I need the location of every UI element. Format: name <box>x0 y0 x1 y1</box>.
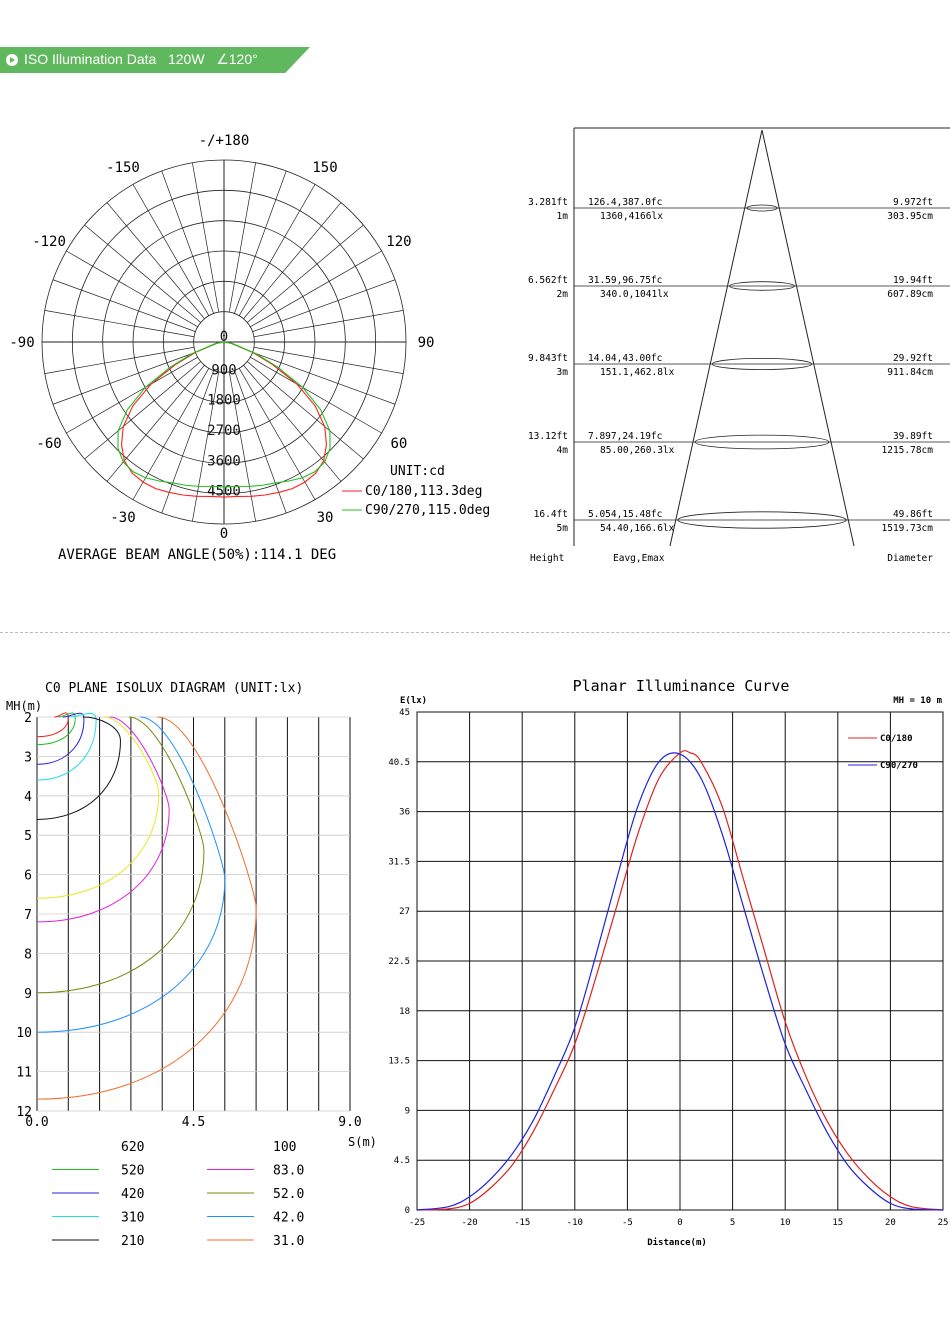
isolux-legend-label: 31.0 <box>273 1234 305 1249</box>
planar-ytick: 9 <box>404 1106 410 1117</box>
cone-diameter-ft: 29.92ft <box>892 353 933 364</box>
planar-xtick: 10 <box>779 1218 791 1228</box>
isolux-ytick: 10 <box>16 1026 32 1042</box>
cone-height-ft: 3.281ft <box>527 197 568 208</box>
isolux-legend-label: 52.0 <box>273 1187 305 1202</box>
polar-spoke <box>229 163 255 312</box>
planar-xtick: 0 <box>677 1218 683 1228</box>
planar-xlabel: Distance(m) <box>647 1238 707 1248</box>
cone-illum-fc: 5.054,15.48fc <box>588 509 663 520</box>
banner-title: ISO Illumination Data <box>24 51 157 67</box>
isolux-xlabel: S(m) <box>348 1135 377 1149</box>
isolux-contour <box>37 713 75 745</box>
section-separator <box>0 632 950 633</box>
polar-spoke <box>53 352 196 404</box>
polar-radial-label: 900 <box>211 362 237 379</box>
polar-legend-label: C90/270,115.0deg <box>365 503 491 518</box>
cone-illum-lx: 85.00,260.3lx <box>600 445 675 456</box>
cone-height-ft: 16.4ft <box>533 509 568 520</box>
planar-illuminance-chart <box>380 672 950 1272</box>
planar-ytick: 18 <box>399 1006 410 1017</box>
banner-angle: ∠120° <box>216 51 258 67</box>
planar-xtick: -15 <box>514 1218 531 1228</box>
polar-angle-label: 150 <box>312 160 338 177</box>
isolux-legend-label: 42.0 <box>273 1210 305 1226</box>
polar-spoke <box>234 171 286 314</box>
planar-ylabel: E(lx) <box>400 696 428 706</box>
planar-ytick: 45 <box>399 708 410 718</box>
isolux-legend-label: 620 <box>121 1140 145 1155</box>
cone-illum-lx: 54.40,166.6lx <box>600 523 675 534</box>
planar-ytick: 27 <box>399 907 410 918</box>
cone-height-m: 5m <box>556 523 568 534</box>
isolux-contour <box>37 717 159 898</box>
polar-spoke <box>254 347 403 373</box>
polar-radial-label: 4500 <box>207 483 241 500</box>
isolux-ytick: 12 <box>16 1105 32 1120</box>
cone-diameter-ft: 49.86ft <box>892 509 933 520</box>
planar-xtick: -20 <box>461 1218 478 1228</box>
isolux-contour <box>37 713 96 780</box>
isolux-contour <box>37 717 120 819</box>
cone-height-m: 2m <box>556 289 568 300</box>
polar-spoke <box>253 280 396 332</box>
cone-diameter-cm: 911.84cm <box>887 367 933 378</box>
play-icon <box>6 54 18 66</box>
isolux-legend-label: 420 <box>121 1187 145 1202</box>
planar-note: MH = 10 m <box>893 696 942 706</box>
polar-angle-label: -150 <box>106 160 140 177</box>
polar-angle-label: -60 <box>36 436 62 452</box>
isolux-legend-label: 83.0 <box>273 1163 305 1179</box>
banner-text <box>24 51 258 68</box>
isolux-ytick: 9 <box>24 986 32 1002</box>
planar-title: Planar Illuminance Curve <box>572 677 790 695</box>
isolux-ytick: 6 <box>24 868 32 884</box>
cone-edge-right <box>762 130 854 546</box>
planar-ytick: 0 <box>404 1206 410 1216</box>
polar-radial-label: 2700 <box>207 423 241 439</box>
cone-height-ft: 13.12ft <box>527 431 568 442</box>
cone-illum-fc: 14.04,43.00fc <box>588 353 663 364</box>
polar-radial-label: 0 <box>219 329 229 345</box>
planar-ytick: 31.5 <box>388 857 410 868</box>
planar-legend-label: C0/180 <box>880 734 913 744</box>
polar-spoke <box>162 371 214 514</box>
polar-spoke <box>243 203 340 319</box>
cone-diameter-cm: 1519.73cm <box>881 523 933 534</box>
polar-spoke <box>45 347 194 373</box>
polar-spoke <box>254 310 403 336</box>
cone-height-ft: 6.562ft <box>527 275 568 286</box>
polar-footer: AVERAGE BEAM ANGLE(50%):114.1 DEG <box>58 547 337 563</box>
cone-diameter-ft: 19.94ft <box>892 275 933 286</box>
cone-illum-fc: 7.897,24.19fc <box>588 431 663 442</box>
cone-diameter-cm: 607.89cm <box>887 289 933 300</box>
polar-angle-label: -/+180 <box>198 133 250 149</box>
cone-diameter-cm: 1215.78cm <box>881 445 933 456</box>
isolux-ylabel: MH(m) <box>6 699 43 713</box>
planar-ytick: 36 <box>399 807 410 818</box>
planar-ytick: 13.5 <box>388 1056 410 1067</box>
isolux-legend-label: 310 <box>121 1210 145 1226</box>
polar-spoke <box>253 352 396 404</box>
isolux-xtick: 0.0 <box>25 1115 49 1130</box>
isolux-contour <box>37 713 68 737</box>
planar-ytick: 22.5 <box>388 957 410 967</box>
polar-spoke <box>53 280 196 332</box>
polar-intensity-chart <box>0 130 520 570</box>
isolux-diagram <box>0 672 390 1272</box>
polar-spoke <box>107 203 204 319</box>
polar-angle-label: -90 <box>9 335 35 351</box>
planar-xtick: -25 <box>408 1218 426 1228</box>
isolux-ytick: 4 <box>24 789 32 805</box>
planar-xtick: 20 <box>884 1218 896 1228</box>
cone-height-m: 3m <box>556 367 568 378</box>
planar-xtick: -10 <box>566 1218 583 1228</box>
isolux-ytick: 3 <box>24 750 32 766</box>
banner-power: 120W <box>167 51 205 67</box>
polar-angle-label: 120 <box>386 234 412 250</box>
cone-diameter-ft: 9.972ft <box>892 197 933 208</box>
polar-radial-label: 3600 <box>207 453 241 470</box>
polar-angle-label: 90 <box>417 335 435 351</box>
planar-legend-label: C90/270 <box>880 761 918 771</box>
cone-col-eavg: Eavg,Emax <box>613 553 665 564</box>
polar-radial-label: 1800 <box>207 392 241 409</box>
planar-xtick: -5 <box>621 1218 633 1228</box>
planar-xtick: 25 <box>937 1218 949 1228</box>
isolux-ytick: 2 <box>24 711 32 726</box>
polar-spoke <box>85 225 201 322</box>
cone-edge-left <box>670 130 762 546</box>
isolux-title: C0 PLANE ISOLUX DIAGRAM (UNIT:lx) <box>45 681 304 696</box>
isolux-ytick: 8 <box>24 947 32 963</box>
cone-illum-fc: 126.4,387.0fc <box>588 197 663 208</box>
polar-angle-label: 60 <box>390 436 408 452</box>
isolux-ytick: 5 <box>24 829 32 845</box>
planar-ytick: 40.5 <box>388 757 410 768</box>
planar-ytick: 4.5 <box>393 1156 410 1167</box>
cone-illum-lx: 340.0,1041lx <box>600 289 669 300</box>
cone-illum-fc: 31.59,96.75fc <box>588 275 663 286</box>
polar-unit-label: UNIT:cd <box>390 464 445 479</box>
isolux-xtick: 4.5 <box>181 1115 206 1130</box>
planar-xtick: 5 <box>729 1218 736 1228</box>
planar-xtick: 15 <box>832 1218 844 1228</box>
polar-angle-label: 30 <box>316 509 334 526</box>
cone-col-height: Height <box>530 553 565 564</box>
isolux-legend-label: 100 <box>273 1140 297 1155</box>
polar-angle-label: 0 <box>219 526 229 542</box>
isolux-ytick: 11 <box>16 1065 32 1081</box>
polar-spoke <box>192 163 218 312</box>
header-banner <box>0 47 310 73</box>
polar-spoke <box>247 361 363 458</box>
polar-spoke <box>45 310 194 336</box>
beam-cone-chart <box>510 125 950 575</box>
cone-height-ft: 9.843ft <box>527 353 568 364</box>
isolux-legend-label: 210 <box>121 1234 145 1249</box>
polar-spoke <box>247 225 363 322</box>
isolux-ytick: 7 <box>24 908 32 923</box>
cone-col-diameter: Diameter <box>887 553 933 564</box>
isolux-xtick: 9.0 <box>338 1115 362 1130</box>
polar-legend-label: C0/180,113.3deg <box>365 484 483 499</box>
isolux-legend-label: 520 <box>121 1163 145 1179</box>
cone-height-m: 1m <box>556 211 568 222</box>
cone-illum-lx: 151.1,462.8lx <box>600 367 675 378</box>
cone-diameter-cm: 303.95cm <box>887 211 933 222</box>
polar-angle-label: -120 <box>32 234 66 250</box>
isolux-contour <box>37 717 169 922</box>
polar-spoke <box>162 171 214 314</box>
polar-spoke <box>234 371 286 514</box>
cone-illum-lx: 1360,4166lx <box>600 211 663 222</box>
cone-diameter-ft: 39.89ft <box>892 431 933 442</box>
isolux-contour <box>37 717 256 1099</box>
polar-angle-label: -30 <box>110 509 136 526</box>
polar-spoke <box>85 361 201 458</box>
cone-height-m: 4m <box>556 445 568 456</box>
